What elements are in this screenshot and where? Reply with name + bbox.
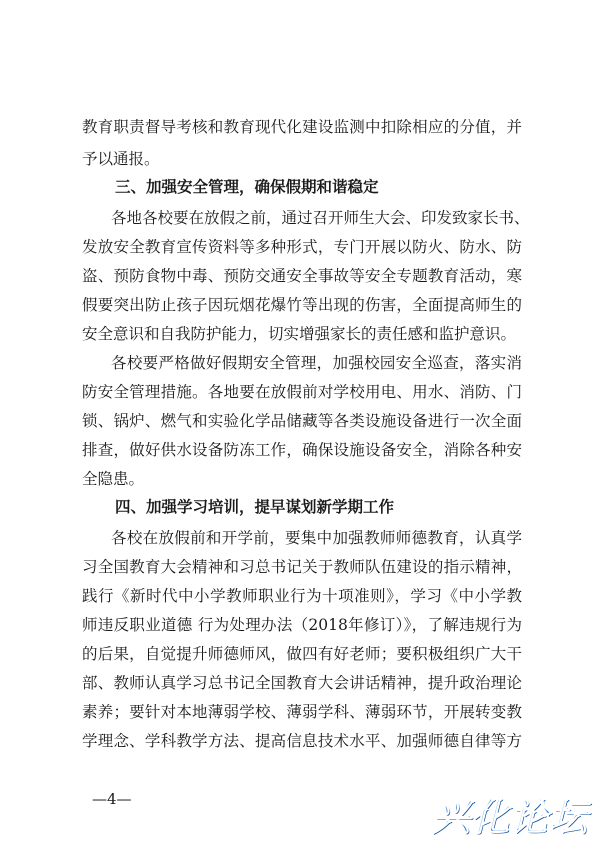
paragraph-line: 师违反职业道德 行为处理办法（2018年修订）》，了解违规行为	[82, 616, 522, 634]
paragraph-line: 各地各校要在放假之前，通过召开师生大会、印发致家长书、	[111, 209, 530, 227]
paragraph-line: 践行《新时代中小学教师职业行为十项准则》，学习《中小学教	[82, 587, 522, 605]
paragraph-line: 素养；要针对本地薄弱学校、薄弱学科、薄弱环节，开展转变教	[82, 703, 522, 721]
forum-watermark-logo: 兴化论坛	[432, 795, 589, 839]
section-heading-4: 四、加强学习培训，提早谋划新学期工作	[115, 498, 395, 516]
paragraph-line: 排查，做好供水设备防冻工作，确保设施设备安全，消除各种安	[82, 441, 522, 459]
paragraph-line: 全隐患。	[82, 470, 145, 488]
page-number: —4—	[92, 790, 132, 808]
paragraph-line: 假要突出防止孩子因玩烟花爆竹等出现的伤害，全面提高师生的	[82, 296, 522, 314]
paragraph-line: 学理念、学科教学方法、提高信息技术水平、加强师德自律等方	[82, 732, 522, 750]
paragraph-line: 教育职责督导考核和教育现代化建设监测中扣除相应的分值，并	[82, 118, 522, 136]
paragraph-line: 安全意识和自我防护能力，切实增强家长的责任感和监护意识。	[82, 325, 517, 343]
paragraph-line: 各校要严格做好假期安全管理，加强校园安全巡查，落实消	[111, 354, 522, 372]
paragraph-line: 习全国教育大会精神和习总书记关于教师队伍建设的指示精神，	[82, 558, 522, 576]
paragraph-line: 各校在放假前和开学前，要集中加强教师师德教育，认真学	[111, 529, 522, 547]
paragraph-line: 发放安全教育宣传资料等多种形式，专门开展以防火、防水、防	[82, 238, 522, 256]
paragraph-line: 锁、锅炉、燃气和实验化学品储藏等各类设施设备进行一次全面	[82, 412, 522, 430]
paragraph-line: 部、教师认真学习总书记全国教育大会讲话精神，提升政治理论	[82, 674, 522, 692]
section-heading-3: 三、加强安全管理，确保假期和谐稳定	[115, 178, 379, 196]
paragraph-line: 予以通报。	[82, 150, 160, 168]
paragraph-line: 盗、预防食物中毒、预防交通安全事故等安全专题教育活动，寒	[82, 267, 522, 285]
paragraph-line: 防安全管理措施。各地要在放假前对学校用电、用水、消防、门	[82, 383, 522, 401]
paragraph-line: 的后果，自觉提升师德师风，做四有好老师；要积极组织广大干	[82, 645, 522, 663]
